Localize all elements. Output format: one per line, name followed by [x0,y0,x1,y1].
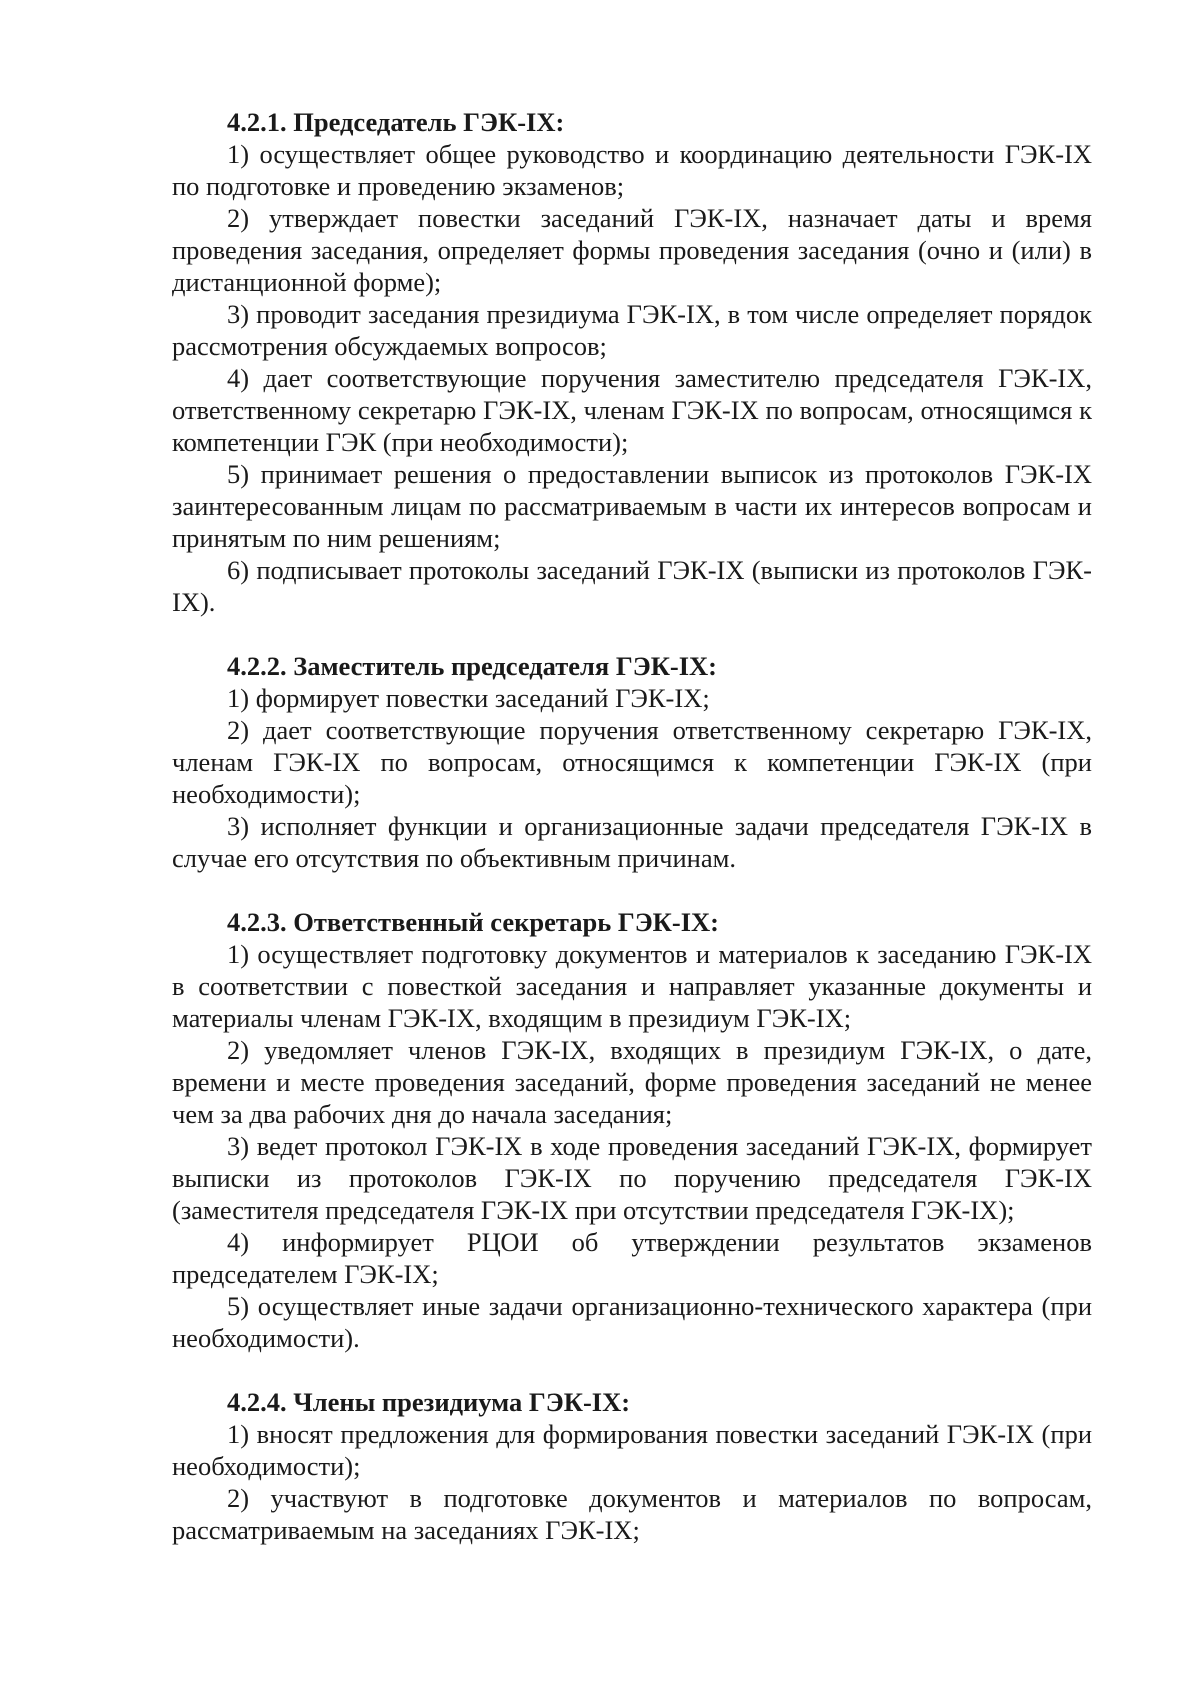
list-item: 1) формирует повестки заседаний ГЭК-IX; [227,683,710,713]
section-4-2-3 [172,906,1092,1354]
list-item: 5) осуществляет иные задачи организационно-технического характера (при необходимости). [172,1291,1092,1353]
list-item: 2) уведомляет членов ГЭК-IX, входящих в президиум ГЭК-IX, о дате, времени и месте проведения заседаний, форме проведения заседаний не менее чем за два рабочих дня до начала заседания; [172,1035,1092,1129]
list-item: 2) дает соответствующие поручения ответственному секретарю ГЭК-IX, членам ГЭК-IX по вопросам, относящимся к компетенции ГЭК-IX (при необходимости); [172,715,1092,809]
section-4-2-1 [172,106,1092,618]
list-item: 3) исполняет функции и организационные задачи председателя ГЭК-IX в случае его отсутствия по объективным причинам. [172,811,1092,873]
list-item: 2) утверждает повестки заседаний ГЭК-IX, назначает даты и время проведения заседания, определяет формы проведения заседания (очно и (или) в дистанционной форме); [172,203,1092,297]
list-item: 4) информирует РЦОИ об утверждении результатов экзаменов председателем ГЭК-IX; [172,1227,1092,1289]
list-item: 5) принимает решения о предоставлении выписок из протоколов ГЭК-IX заинтересованным лицам по рассматриваемым в части их интересов вопросам и принятым по ним решениям; [172,459,1092,553]
list-item: 3) проводит заседания президиума ГЭК-IX, в том числе определяет порядок рассмотрения обсуждаемых вопросов; [172,299,1092,361]
section-heading: 4.2.4. Члены президиума ГЭК-IX: [227,1387,631,1417]
section-heading: 4.2.2. Заместитель председателя ГЭК-IX: [227,651,718,681]
list-item: 4) дает соответствующие поручения заместителю председателя ГЭК-IX, ответственному секретарю ГЭК-IX, членам ГЭК-IX по вопросам, относящимся к компетенции ГЭК (при необходимости); [172,363,1092,457]
section-4-2-2 [172,650,1092,874]
list-item: 2) участвуют в подготовке документов и материалов по вопросам, рассматриваемым на заседаниях ГЭК-IX; [172,1483,1092,1545]
list-item: 6) подписывает протоколы заседаний ГЭК-IX (выписки из протоколов ГЭК-IX). [172,555,1092,617]
section-4-2-4 [172,1386,1092,1546]
list-item: 1) осуществляет общее руководство и координацию деятельности ГЭК-IX по подготовке и проведению экзаменов; [172,139,1092,201]
list-item: 1) осуществляет подготовку документов и материалов к заседанию ГЭК-IX в соответствии с повесткой заседания и направляет указанные документы и материалы членам ГЭК-IX, входящим в президиум ГЭК-IX; [172,939,1092,1033]
list-item: 3) ведет протокол ГЭК-IX в ходе проведения заседаний ГЭК-IX, формирует выписки из протоколов ГЭК-IX по поручению председателя ГЭК-IX (заместителя председателя ГЭК-IX при отсутствии председателя ГЭК-IX); [172,1131,1092,1225]
list-item: 1) вносят предложения для формирования повестки заседаний ГЭК-IX (при необходимости); [172,1419,1092,1481]
section-heading: 4.2.1. Председатель ГЭК-IX: [227,107,565,137]
section-heading: 4.2.3. Ответственный секретарь ГЭК-IX: [227,907,719,937]
document-page [172,106,1092,1546]
